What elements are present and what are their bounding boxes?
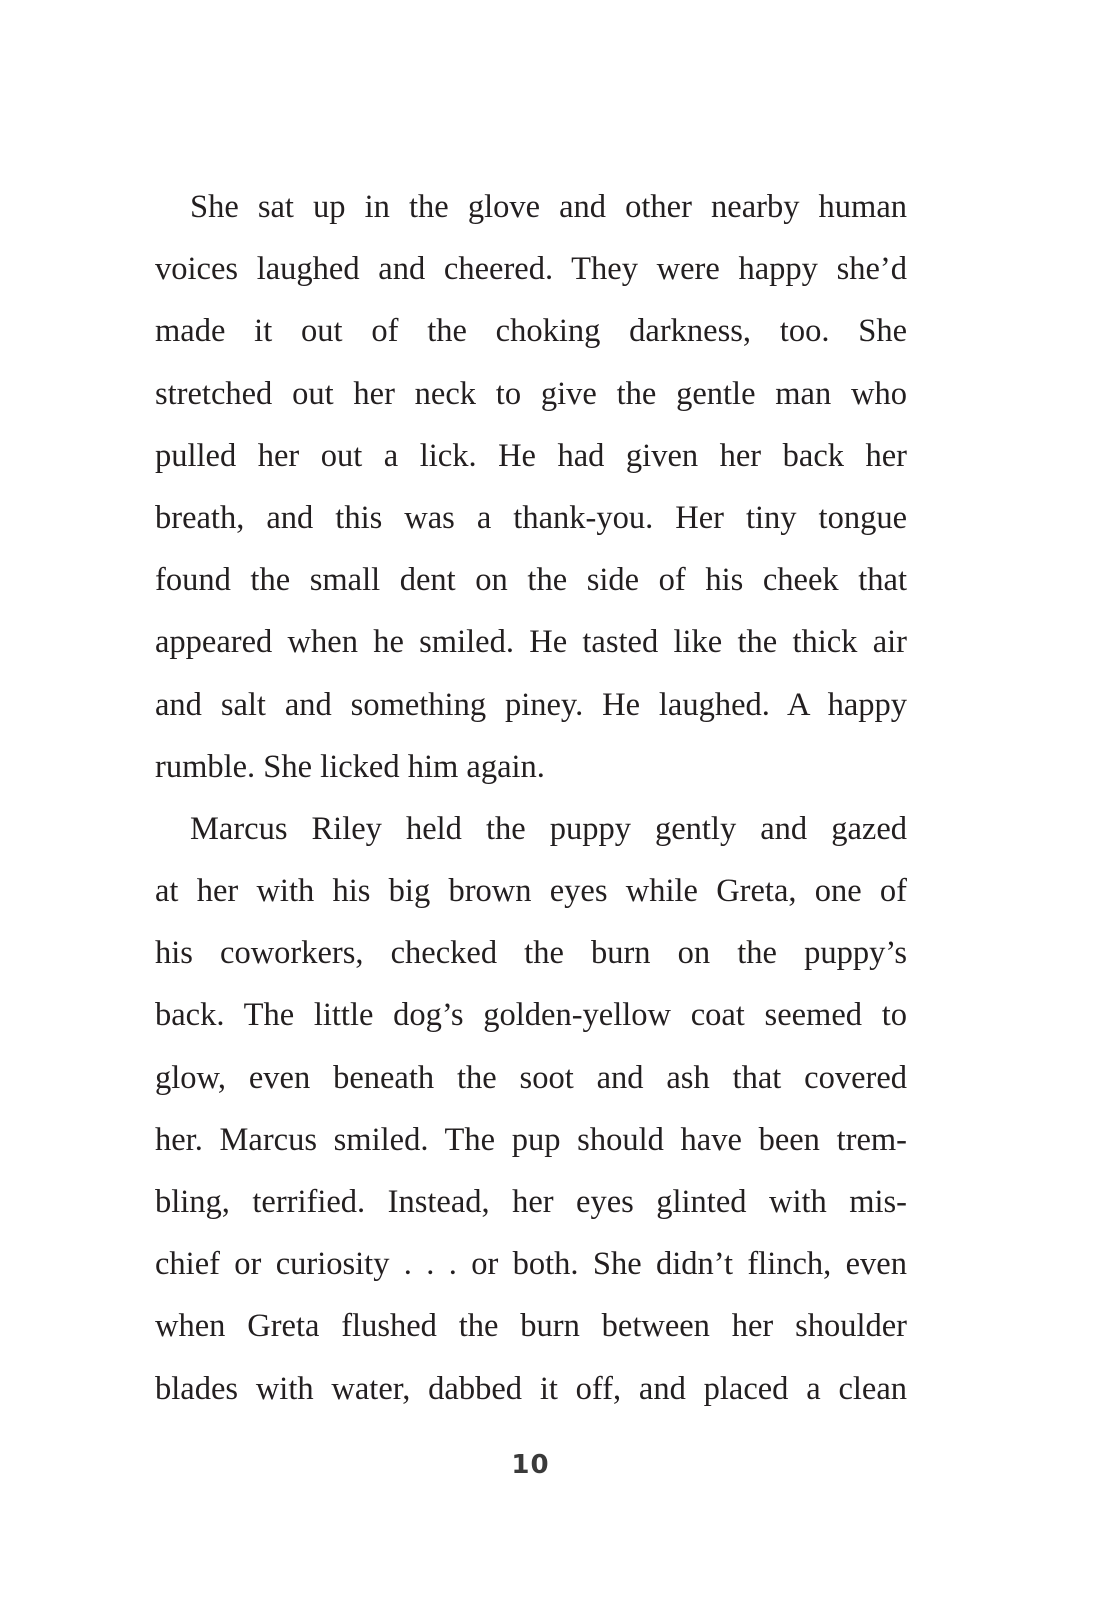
paragraph-2-line-8: chief or curiosity . . . or both. She didn’t flinch, even — [155, 1246, 907, 1283]
paragraph-2-line-4: back. The little dog’s golden-yellow coat seemed to — [155, 997, 907, 1034]
paragraph-2-line-1: Marcus Riley held the puppy gently and gazed — [190, 810, 907, 847]
paragraph-2-line-7: bling, terrified. Instead, her eyes glinted with mis- — [155, 1184, 907, 1220]
paragraph-1-line-6: breath, and this was a thank-you. Her tiny tongue — [155, 499, 907, 536]
body-text — [155, 176, 907, 1420]
paragraph-1-line-7: found the small dent on the side of his cheek that — [155, 562, 907, 599]
paragraph-1-line-4: stretched out her neck to give the gentle man who — [155, 375, 907, 412]
paragraph-2-line-9: when Greta flushed the burn between her shoulder — [155, 1308, 907, 1345]
paragraph-2-line-3: his coworkers, checked the burn on the puppy’s — [155, 935, 907, 972]
paragraph-1-line-2: voices laughed and cheered. They were happy she’d — [155, 251, 907, 288]
paragraph-2-line-6: her. Marcus smiled. The pup should have been trem- — [155, 1121, 907, 1158]
page-number: 10 — [511, 1450, 550, 1480]
paragraph-1-line-3: made it out of the choking darkness, too. She — [155, 313, 907, 350]
paragraph-1-line-10: rumble. She licked him again. — [155, 748, 545, 785]
paragraph-1-line-5: pulled her out a lick. He had given her back her — [155, 437, 907, 474]
paragraph-1-line-1: She sat up in the glove and other nearby human — [190, 189, 907, 225]
paragraph-1-line-8: appeared when he smiled. He tasted like the thick air — [155, 624, 907, 661]
paragraph-2-line-10: blades with water, dabbed it off, and placed a clean — [155, 1370, 907, 1407]
paragraph-1-line-9: and salt and something piney. He laughed. A happy — [155, 686, 907, 723]
paragraph-2-line-5: glow, even beneath the soot and ash that covered — [155, 1059, 907, 1096]
paragraph-2-line-2: at her with his big brown eyes while Greta, one of — [155, 873, 907, 910]
